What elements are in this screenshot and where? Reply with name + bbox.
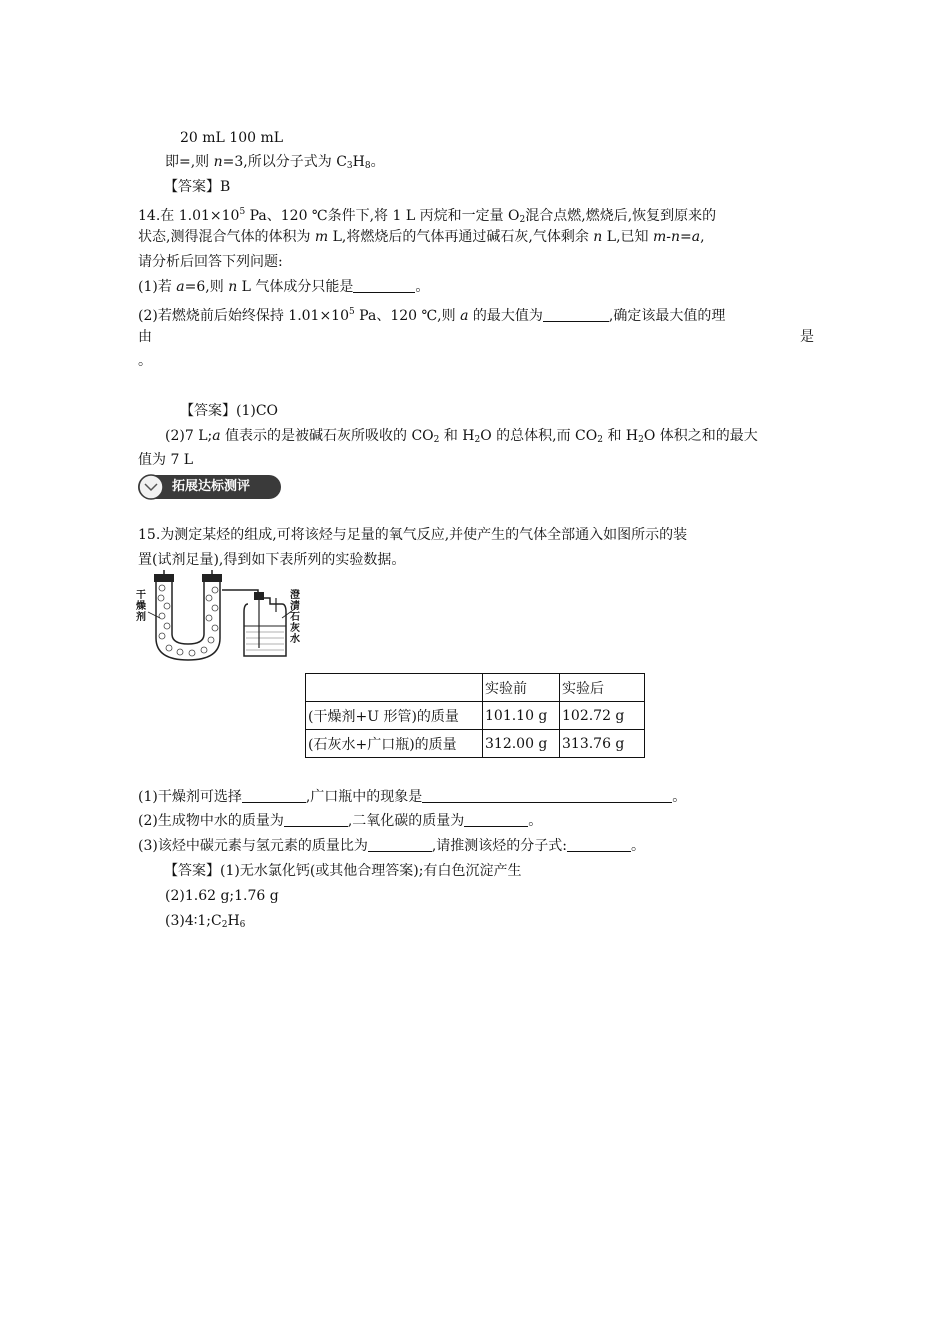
table-cell: 312.00 g <box>483 730 560 758</box>
q14-part2: (2)若燃烧前后始终保持 $1.01\times 10^5$ Pa、120 ℃,则 a 的最大值为 ,确定该最大值的理 <box>138 307 726 324</box>
answer-blank <box>284 812 348 827</box>
table-cell: (石灰水+广口瓶)的质量 <box>306 730 483 758</box>
mass-data-table <box>305 673 645 758</box>
q14-part2-period: 。 <box>138 353 152 369</box>
answer-blank <box>543 307 609 322</box>
q15-line1: 15.为测定某烃的组成,可将该烃与足量的氧气反应,并使产生的气体全部通入如图所示的装 <box>138 527 688 543</box>
formula-line: 即=,则 n=3,所以分子式为 $C_3H_8$。 <box>165 154 385 171</box>
answer-blank <box>567 837 631 852</box>
answer-blank <box>368 837 432 852</box>
table-header-cell <box>306 674 483 702</box>
q15-line2: 置(试剂足量),得到如下表所列的实验数据。 <box>138 552 406 568</box>
table-header-row <box>306 674 645 702</box>
q15-answer-1: 【答案】(1)无水氯化钙(或其他合理答案);有白色沉淀产生 <box>164 863 522 879</box>
u-tube-and-bottle-image <box>136 568 306 668</box>
q15-answer-3: $(3)4∶1;C_2H_6$ <box>165 913 246 930</box>
q15-part2: (2)生成物中水的质量为 ,二氧化碳的质量为 。 <box>138 813 543 829</box>
table-header-cell: 实验后 <box>560 674 645 702</box>
table-row <box>306 702 645 730</box>
limewater-label: 澄 清 石 灰 水 <box>290 590 300 645</box>
q15-part1: (1)干燥剂可选择 ,广口瓶中的现象是 。 <box>138 789 687 805</box>
q14-answer-3: 值为 7 L <box>138 452 194 468</box>
volume-line: 20 mL 100 mL <box>180 130 284 146</box>
answer-blank <box>464 812 528 827</box>
q14-line2: 状态,测得混合气体的体积为 m L,将燃烧后的气体再通过碱石灰,气体剩余 n L,已知 m-n=a, <box>138 229 705 245</box>
q14-line1: 14.在 $1.01\times 10^5$ Pa、120 ℃条件下,将 1 L 丙烷和一定量 $O_2$混合点燃,燃烧后,恢复到原来的 <box>138 207 717 225</box>
q14-part2-reason: 由 <box>138 329 152 345</box>
banner-label: 拓展达标测评 <box>172 479 251 494</box>
q14-part2-reason-end: 是 <box>800 329 814 345</box>
q15-part3: (3)该烃中碳元素与氢元素的质量比为 ,请推测该烃的分子式: 。 <box>138 838 646 854</box>
answer-blank <box>422 788 672 803</box>
q14-answer-1: 【答案】(1)CO <box>180 403 279 419</box>
answer-blank <box>353 278 415 293</box>
table-row <box>306 730 645 758</box>
q15-answer-2: (2)1.62 g;1.76 g <box>165 888 279 904</box>
table-cell: 102.72 g <box>560 702 645 730</box>
answer-blank <box>242 788 306 803</box>
table-header-cell: 实验前 <box>483 674 560 702</box>
q14-part1: (1)若 a=6,则 n L 气体成分只能是 。 <box>138 279 430 295</box>
table-cell: 101.10 g <box>483 702 560 730</box>
q14-answer-2: (2)7 L;a 值表示的是被碱石灰所吸收的 $CO_2$ 和 $H_2O$ 的总体积,而 $CO_2$ 和 $H_2O$ 体积之和的最大 <box>165 428 758 445</box>
q14-line3: 请分析后回答下列问题: <box>138 254 283 270</box>
answer-13: 【答案】B <box>164 179 231 195</box>
section-banner <box>138 474 281 500</box>
apparatus-diagram <box>136 568 306 668</box>
drying-agent-label: 干 燥 剂 <box>136 590 146 623</box>
table-cell: (干燥剂+U 形管)的质量 <box>306 702 483 730</box>
table-cell: 313.76 g <box>560 730 645 758</box>
